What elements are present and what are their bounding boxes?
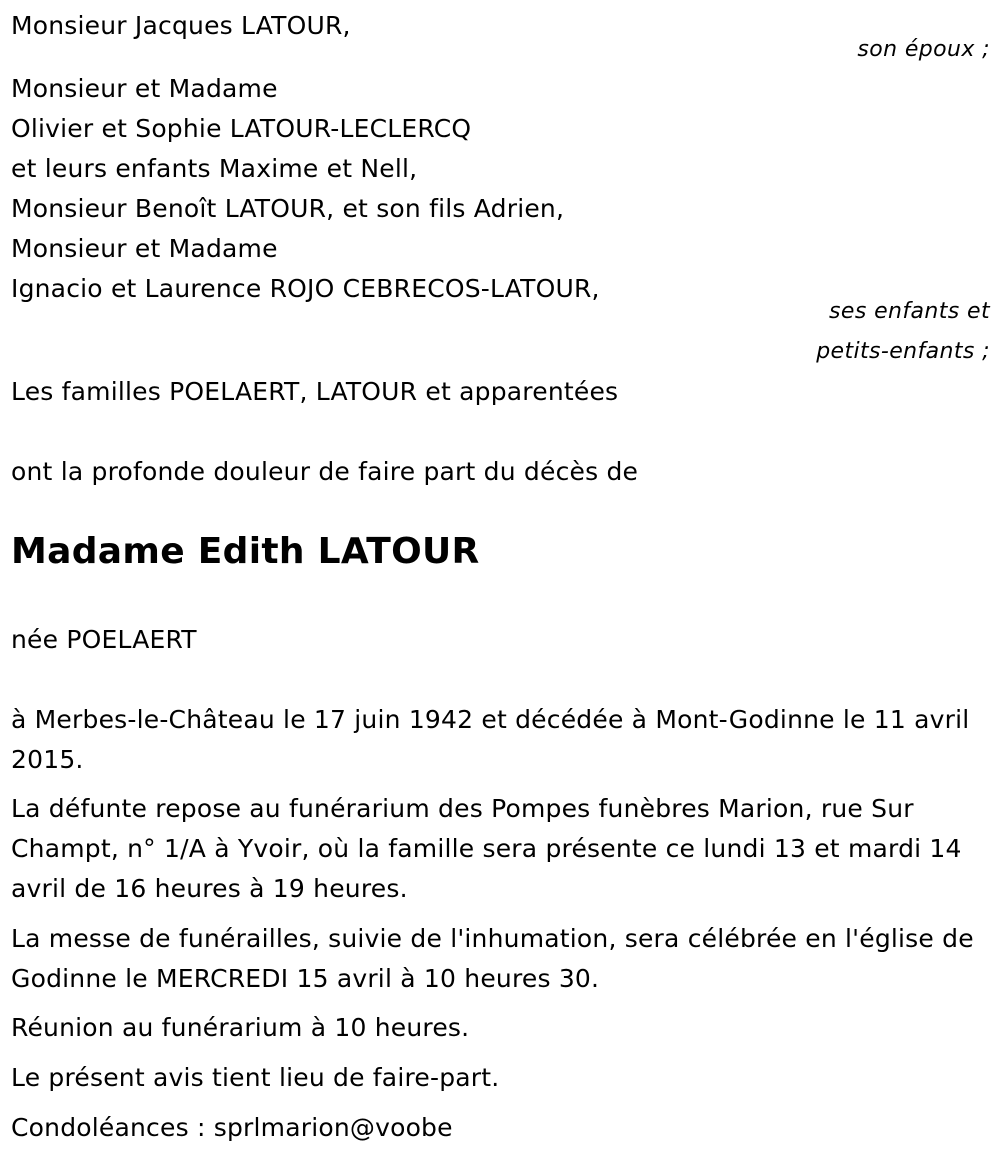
announcement-line: ont la profonde douleur de faire part du décès de xyxy=(11,457,639,486)
maiden-name: née POELAERT xyxy=(11,625,197,654)
repose-paragraph: La défunte repose au funérarium des Pompes funèbres Marion, rue Sur Champt, n° 1/A à Yvoir, où la famille sera présente ce lundi 13 et mardi 14 avril de 16 heures à 19 heures. xyxy=(11,794,962,903)
children-line-4: Monsieur Benoît LATOUR, et son fils Adrien, xyxy=(11,194,565,223)
birth-death-paragraph: à Merbes-le-Château le 17 juin 1942 et décédée à Mont-Godinne le 11 avril 2015. xyxy=(11,705,970,774)
children-role-line-1: ses enfants et xyxy=(829,299,990,324)
families-line: Les familles POELAERT, LATOUR et apparentées xyxy=(11,377,619,406)
condolences-paragraph: Condoléances : sprlmarion@voobe xyxy=(11,1113,453,1142)
children-line-5: Monsieur et Madame xyxy=(11,234,278,263)
funeral-mass-paragraph: La messe de funérailles, suivie de l'inhumation, sera célébrée en l'église de Godinne le MERCREDI 15 avril à 10 heures 30. xyxy=(11,924,974,993)
gathering-paragraph: Réunion au funérarium à 10 heures. xyxy=(11,1013,470,1042)
children-line-3: et leurs enfants Maxime et Nell, xyxy=(11,154,418,183)
notice-paragraph: Le présent avis tient lieu de faire-part. xyxy=(11,1063,500,1092)
children-line-2: Olivier et Sophie LATOUR-LECLERCQ xyxy=(11,114,472,143)
spouse-role: son époux ; xyxy=(857,37,990,62)
spouse-name: Monsieur Jacques LATOUR, xyxy=(11,11,351,40)
children-role-line-2: petits-enfants ; xyxy=(816,339,990,364)
children-line-6: Ignacio et Laurence ROJO CEBRECOS-LATOUR, xyxy=(11,274,600,303)
children-line-1: Monsieur et Madame xyxy=(11,74,278,103)
deceased-name: Madame Edith LATOUR xyxy=(11,531,480,572)
